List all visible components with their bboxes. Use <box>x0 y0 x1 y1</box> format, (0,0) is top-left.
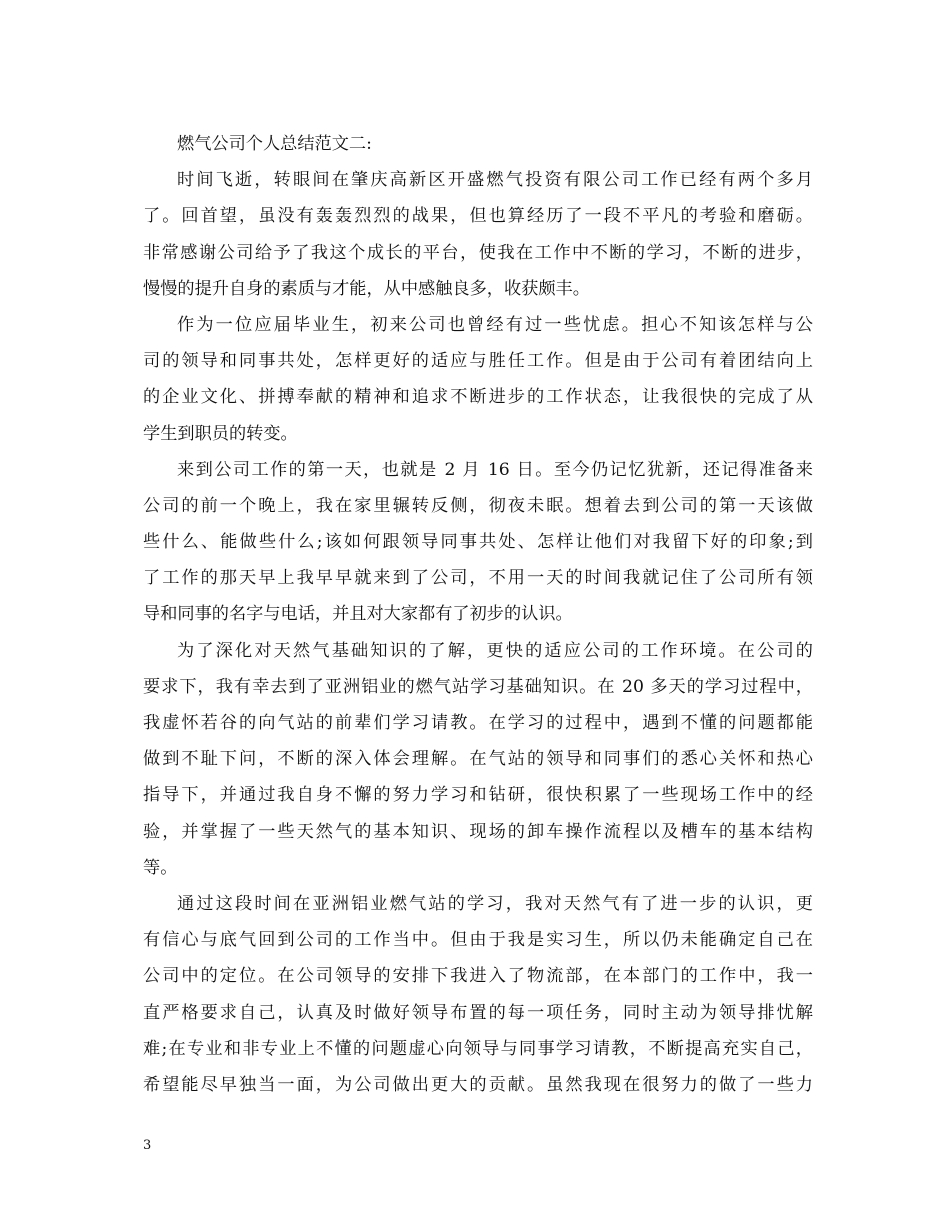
text-line: 司的领导和同事共处，怎样更好的适应与胜任工作。但是由于公司有着团结向上 <box>143 351 813 372</box>
text-line: 公司中的定位。在公司领导的安排下我进入了物流部，在本部门的工作中，我一 <box>143 966 813 987</box>
text-line: 直严格要求自己，认真及时做好领导布置的每一项任务，同时主动为领导排忧解 <box>143 1002 813 1023</box>
text-line: 指导下，并通过我自身不懈的努力学习和钻研，很快积累了一些现场工作中的经 <box>143 785 813 806</box>
text-line: 了。回首望，虽没有轰轰烈烈的战果，但也算经历了一段不平凡的考验和磨砺。 <box>143 206 813 227</box>
page-number: 3 <box>143 1138 152 1153</box>
text-line: 做到不耻下问，不断的深入体会理解。在气站的领导和同事们的悉心关怀和热心 <box>143 749 813 770</box>
text-line: 为了深化对天然气基础知识的了解，更快的适应公司的工作环境。在公司的 <box>177 640 813 661</box>
text-line: 验，并掌握了一些天然气的基本知识、现场的卸车操作流程以及槽车的基本结构 <box>143 821 813 842</box>
text-line: 公司的前一个晚上，我在家里辗转反侧，彻夜未眠。想着去到公司的第一天该做 <box>143 495 813 516</box>
text-line: 要求下，我有幸去到了亚洲铝业的燃气站学习基础知识。在 20 多天的学习过程中， <box>143 676 813 697</box>
text-line: 通过这段时间在亚洲铝业燃气站的学习，我对天然气有了进一步的认识，更 <box>177 893 813 914</box>
text-line: 学生到职员的转变。 <box>143 423 298 444</box>
text-line: 燃气公司个人总结范文二: <box>177 134 372 154</box>
text-line: 希望能尽早独当一面，为公司做出更大的贡献。虽然我现在很努力的做了一些力 <box>143 1074 813 1095</box>
text-line: 等。 <box>143 857 178 878</box>
text-line: 了工作的那天早上我早早就来到了公司，不用一天的时间我就记住了公司所有领 <box>143 568 813 589</box>
text-line: 有信心与底气回到公司的工作当中。但由于我是实习生，所以仍未能确定自己在 <box>143 930 813 951</box>
text-line: 我虚怀若谷的向气站的前辈们学习请教。在学习的过程中，遇到不懂的问题都能 <box>143 713 813 733</box>
text-line: 导和同事的名字与电话，并且对大家都有了初步的认识。 <box>143 604 573 625</box>
text-line: 非常感谢公司给予了我这个成长的平台，使我在工作中不断的学习，不断的进步， <box>143 242 813 263</box>
text-line: 作为一位应届毕业生，初来公司也曾经有过一些忧虑。担心不知该怎样与公 <box>177 314 813 335</box>
text-line: 些什么、能做些什么;该如何跟领导同事共处、怎样让他们对我留下好的印象;到 <box>143 532 813 553</box>
text-line: 难;在专业和非专业上不懂的问题虚心向领导与同事学习请教，不断提高充实自己， <box>143 1038 813 1059</box>
body-text <box>143 126 813 1103</box>
text-line: 来到公司工作的第一天，也就是 2 月 16 日。至今仍记忆犹新，还记得准备来 <box>177 459 813 480</box>
text-line: 的企业文化、拼搏奉献的精神和追求不断进步的工作状态，让我很快的完成了从 <box>143 387 813 408</box>
text-line: 时间飞逝，转眼间在肇庆高新区开盛燃气投资有限公司工作已经有两个多月 <box>177 170 813 191</box>
text-line: 慢慢的提升自身的素质与才能，从中感触良多，收获颇丰。 <box>143 278 590 299</box>
